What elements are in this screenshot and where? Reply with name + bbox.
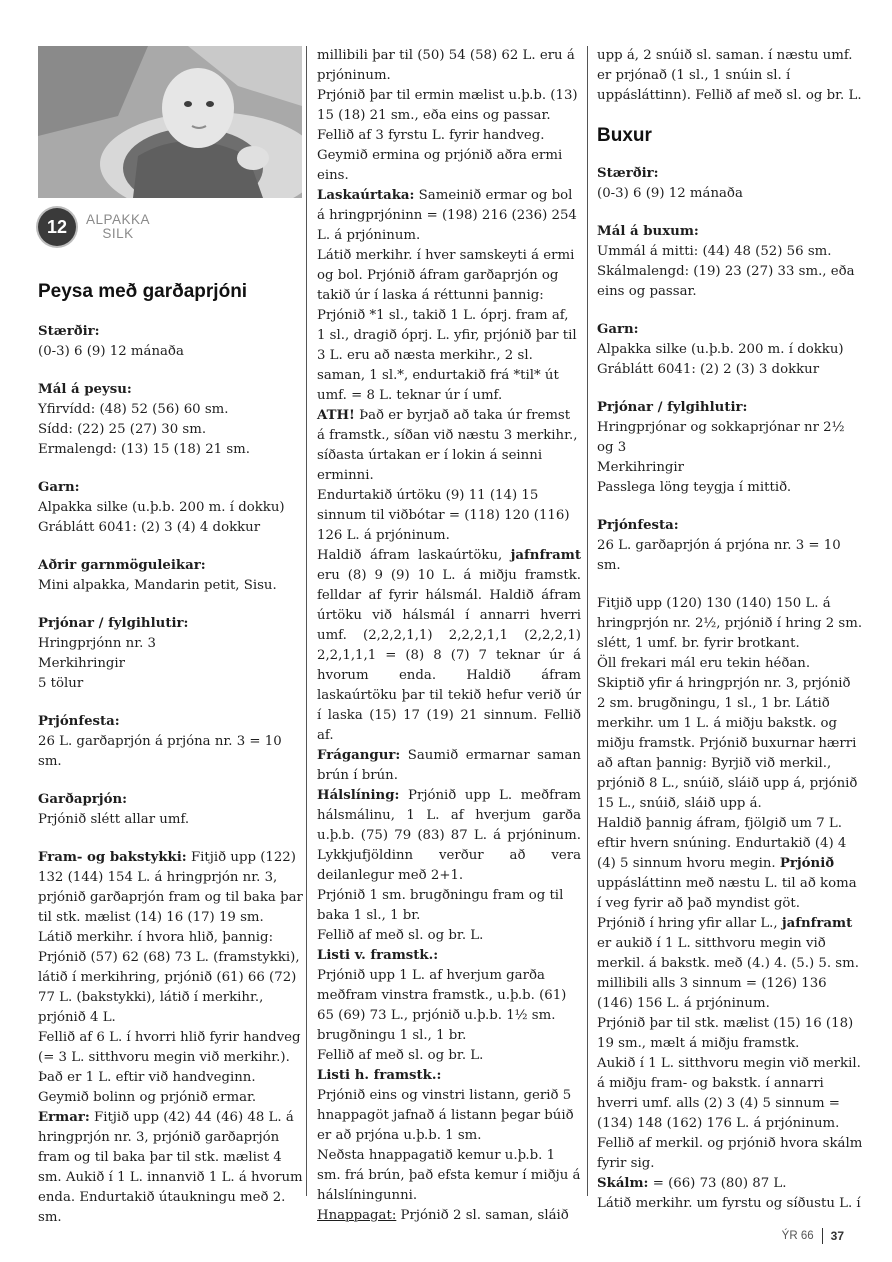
needles-line: Passlega löng teygja í mittið. (597, 480, 792, 495)
measurements-heading: Mál á buxum: (597, 224, 699, 239)
note-label: ATH! (317, 408, 355, 423)
paragraph: Prjónið þar til stk. mælist (15) 16 (18) 19 sm., mælt á miðju framstk. (597, 1016, 854, 1051)
finishing-text: Saumið ermarnar saman brún í brún. (317, 748, 581, 783)
body-paragraph-3: Fellið af 6 L. í hvorri hlið fyrir handveg (= 3 L. sitthvoru megin við merkihr.). Það er 1 L. eftir við handveginn. Geymið bolinn og prjónið ermar. (38, 1030, 301, 1105)
text-span: eru (8) 9 (9) 10 L. á miðju framstk. felldar af fyrir hálsmál. Haldið áfram úrtöku við hálsmál í annarri hverri umf. (2,2,2,1,1) 2,2,2,1,1 (2,2,2,1) 2,2,1,1,1 = (8) 8 (7) 7 teknar úr á hvorum enda. Haldið áfram laskaúrtöku þar til tekið hefur verið úr í laska (15) 17 (19) 21 sinnum. Fellið af. (317, 568, 581, 743)
paragraph: Fellið af með sl. og br. L. (317, 928, 484, 943)
note-paragraph (317, 406, 581, 486)
brand-line-1: ALPAKKA (86, 212, 151, 227)
paragraph: upp á, 2 snúið sl. saman. í næstu umf. er prjónað (1 sl., 1 snúin sl. í uppásláttinn). Fellið af með sl. og br. L. (597, 48, 862, 103)
paragraph: Fellið af með sl. og br. L. (317, 1048, 484, 1063)
page-number: 37 (830, 1229, 844, 1243)
pattern-badge-row (38, 206, 304, 248)
note-text: Það er byrjað að taka úr fremst á framstk., síðan við næstu 3 merkihr., síðasta úrtakan er í lokin á seinni erminni. (317, 408, 578, 483)
paragraph: Látið merkihr. um fyrstu og síðustu L. í (597, 1196, 861, 1211)
paragraph (317, 546, 581, 746)
yarn-brand-label (86, 213, 150, 241)
text-span: uppásláttinn með næstu L. til að koma í veg fyrir að það myndist göt. (597, 876, 857, 911)
text-span: Haldið þannig áfram, fjölgið um 7 L. eftir hvern snúning. Endurtakið (4) 4 (4) 5 sinnum hvoru megin. (597, 816, 847, 871)
measurement-line: Sídd: (22) 25 (27) 30 sm. (38, 422, 207, 437)
footer-divider (822, 1228, 823, 1244)
yarn-line: Gráblátt 6041: (2) 3 (4) 4 dokkur (38, 520, 261, 535)
yarn-line: Gráblátt 6041: (2) 2 (3) 3 dokkur (597, 362, 820, 377)
measurement-line: Ermalengd: (13) 15 (18) 21 sm. (38, 442, 251, 457)
brand-line-2: SILK (102, 226, 134, 241)
yarn-line: Alpakka silke (u.þ.b. 200 m. í dokku) (38, 500, 285, 515)
paragraph: Látið merkihr. í hver samskeyti á ermi og bol. Prjónið áfram garðaprjón og takið úr í laska á réttunni þannig: Prjónið *1 sl., takið 1 L. óprj. fram af, 1 sl., dragið óprj. L. yfir, prjónið þar til 3 L. eru að næsta merkihr., 2 sl. saman, 1 sl.*, endurtakið frá *til* út umf. = 8 L. teknar úr í umf. (317, 248, 577, 403)
sleeve-label: Ermar: (38, 1110, 90, 1125)
yarn-heading: Garn: (38, 480, 80, 495)
body-text: Fitjið upp (122) 132 (144) 154 L. á hringprjón nr. 3, prjónið garðaprjón fram og til baka þar til stk. mælist (14) 16 (17) 19 sm. (38, 850, 303, 925)
baby-illustration (38, 46, 302, 198)
sizes-heading: Stærðir: (38, 324, 100, 339)
column-1 (38, 46, 304, 1228)
body-paragraph-2: Látið merkihr. í hvora hlið, þannig: Prjónið (57) 62 (68) 73 L. (framstykki), látið í merkihring, prjónið (61) 66 (72) 77 L. (bakstykki), látið í merkihr., prjónið 4 L. (38, 930, 300, 1025)
sizes-text: (0-3) 6 (9) 12 mánaða (38, 344, 184, 359)
measurement-line: Ummál á mitti: (44) 48 (52) 56 sm. (597, 244, 832, 259)
text-span: Prjónið í hring yfir allar L., (597, 916, 782, 931)
neckband-label: Hálslíning: (317, 788, 400, 803)
paragraph: Endurtakið úrtöku (9) 11 (14) 15 sinnum til viðbótar = (118) 120 (116) 126 L. á prjóninum. (317, 488, 570, 543)
paragraph: Prjónið þar til ermin mælist u.þ.b. (13) 15 (18) 21 sm., eða eins og passar. (317, 88, 578, 123)
buttonhole-text: Prjónið 2 sl. saman, sláið (396, 1208, 569, 1223)
yarn-heading: Garn: (597, 322, 639, 337)
magazine-issue: ÝR 66 (781, 1230, 814, 1242)
gauge-heading: Prjónfesta: (38, 714, 120, 729)
paragraph: Fellið af merkil. og prjónið hvora skálm fyrir sig. (597, 1136, 863, 1171)
right-band-heading: Listi h. framstk.: (317, 1068, 442, 1083)
paragraph: Prjónið 1 sm. brugðningu fram og til baka 1 sl., 1 br. (317, 888, 564, 923)
left-band-heading: Listi v. framstk.: (317, 948, 439, 963)
body-label: Fram- og bakstykki: (38, 850, 187, 865)
text-span: er aukið í 1 L. sitthvoru megin við merkil. á bakstk. með (4.) 4. (5.) 5. sm. millibili alls 3 sinnum = (126) 136 (146) 156 L. á prjóninum. (597, 936, 859, 1011)
buttonhole-label: Hnappagat: (317, 1208, 397, 1223)
needles-line: Merkihringir (38, 656, 126, 671)
pattern-title: Peysa með garðaprjóni (38, 281, 248, 302)
raglan-text: Sameinið ermar og bol á hringprjóninn = (198) 216 (236) 254 L. á prjóninum. (317, 188, 577, 243)
paragraph: Fitjið upp (120) 130 (140) 150 L. á hringprjón nr. 2½, prjónið í hring 2 sm. slétt, 1 umf. br. fyrir brotkant. (597, 596, 863, 651)
paragraph: Prjónið eins og vinstri listann, gerið 5 hnappagöt jafnað á listann þegar búið er að prjóna u.þ.b. 1 sm. (317, 1088, 574, 1143)
emphasis: jafnframt (781, 916, 853, 931)
paragraph: millibili þar til (50) 54 (58) 62 L. eru á prjóninum. (317, 48, 575, 83)
alt-yarn-text: Mini alpakka, Mandarin petit, Sisu. (38, 578, 277, 593)
sleeve-paragraph (38, 1108, 304, 1228)
emphasis: Prjónið (779, 856, 835, 871)
leg-text: = (66) 73 (80) 87 L. (648, 1176, 787, 1191)
gauge-text: 26 L. garðaprjón á prjóna nr. 3 = 10 sm. (597, 538, 841, 573)
finishing-paragraph (317, 746, 581, 786)
neckband-paragraph (317, 786, 581, 886)
body-paragraph (38, 848, 304, 928)
finishing-label: Frágangur: (317, 748, 401, 763)
sizes-heading: Stærðir: (597, 166, 659, 181)
measurement-line: Skálmalengd: (19) 23 (27) 33 sm., eða eins og passar. (597, 264, 855, 299)
sizes-text: (0-3) 6 (9) 12 mánaða (597, 186, 743, 201)
paragraph: Neðsta hnappagatið kemur u.þ.b. 1 sm. frá brún, það efsta kemur í miðju á hálslíningunni. (317, 1148, 581, 1203)
column-3 (597, 46, 863, 1214)
paragraph: Prjónið upp 1 L. af hverjum garða meðfram vinstra framstk., u.þ.b. (61) 65 (69) 73 L., prjónið u.þ.b. 1½ sm. brugðningu 1 sl., 1 br. (317, 968, 567, 1043)
paragraph: Fellið af 3 fyrstu L. fyrir handveg. Geymið ermina og prjónið aðra ermi eins. (317, 128, 563, 183)
needles-line: Hringprjónar og sokkaprjónar nr 2½ og 3 (597, 420, 845, 455)
paragraph: Öll frekari mál eru tekin héðan. (597, 656, 811, 671)
buttonhole-paragraph (317, 1206, 581, 1226)
baby-photo (38, 46, 302, 198)
garter-text: Prjónið slétt allar umf. (38, 812, 190, 827)
sleeve-text: Fitjið upp (42) 44 (46) 48 L. á hringprjón nr. 3, prjónið garðaprjón fram og til baka þar til stk. mælist 4 sm. Aukið í 1 L. innanvið 1 L. á hvorum enda. Endurtakið útaukningu með 2. sm. (38, 1110, 303, 1225)
needles-line: Merkihringir (597, 460, 685, 475)
column-divider-2 (587, 46, 588, 1196)
paragraph: Skiptið yfir á hringprjón nr. 3, prjónið 2 sm. brugðningu, 1 sl., 1 br. Látið merkihr. um 1 L. á miðju bakstk. og miðju framstk. Prjónið buxurnar hærri að aftan þannig: Byrjið við merkil., prjónið 8 L., snúið, sláið upp á, prjónið 15 L., snúið, sláið upp á. (597, 676, 858, 811)
leg-paragraph (597, 1174, 863, 1194)
neckband-text: Prjónið upp L. meðfram hálsmálinu, 1 L. af hverjum garða u.þ.b. (75) 79 (83) 87 L. á prjóninum. Lykkjufjöldinn verður að vera deilanlegur með 2+1. (317, 788, 581, 883)
needles-heading: Prjónar / fylgihlutir: (597, 400, 748, 415)
text-span: Haldið áfram laskaúrtöku, (317, 548, 511, 563)
alt-yarn-heading: Aðrir garnmöguleikar: (38, 558, 206, 573)
raglan-paragraph (317, 186, 581, 246)
measurements-heading: Mál á peysu: (38, 382, 132, 397)
raglan-label: Laskaúrtaka: (317, 188, 415, 203)
pants-title: Buxur (597, 125, 652, 146)
paragraph: Aukið í 1 L. sitthvoru megin við merkil. á miðju fram- og bakstk. í annarri hverri umf. alls (2) 3 (4) 5 sinnum = (134) 148 (162) 176 L. á prjóninum. (597, 1056, 861, 1131)
needles-line: Hringprjónn nr. 3 (38, 636, 157, 651)
needles-heading: Prjónar / fylgihlutir: (38, 616, 189, 631)
column-divider-1 (306, 46, 307, 1196)
needles-line: 5 tölur (38, 676, 84, 691)
garter-heading: Garðaprjón: (38, 792, 128, 807)
page-footer (782, 1228, 844, 1244)
emphasis: jafnframt (510, 548, 581, 563)
column-2 (317, 46, 581, 1226)
yarn-line: Alpakka silke (u.þ.b. 200 m. í dokku) (597, 342, 844, 357)
paragraph (597, 914, 863, 1014)
paragraph (597, 814, 863, 914)
pattern-number-badge: 12 (38, 208, 76, 246)
gauge-text: 26 L. garðaprjón á prjóna nr. 3 = 10 sm. (38, 734, 282, 769)
measurement-line: Yfirvídd: (48) 52 (56) 60 sm. (38, 402, 229, 417)
leg-label: Skálm: (597, 1176, 649, 1191)
gauge-heading: Prjónfesta: (597, 518, 679, 533)
